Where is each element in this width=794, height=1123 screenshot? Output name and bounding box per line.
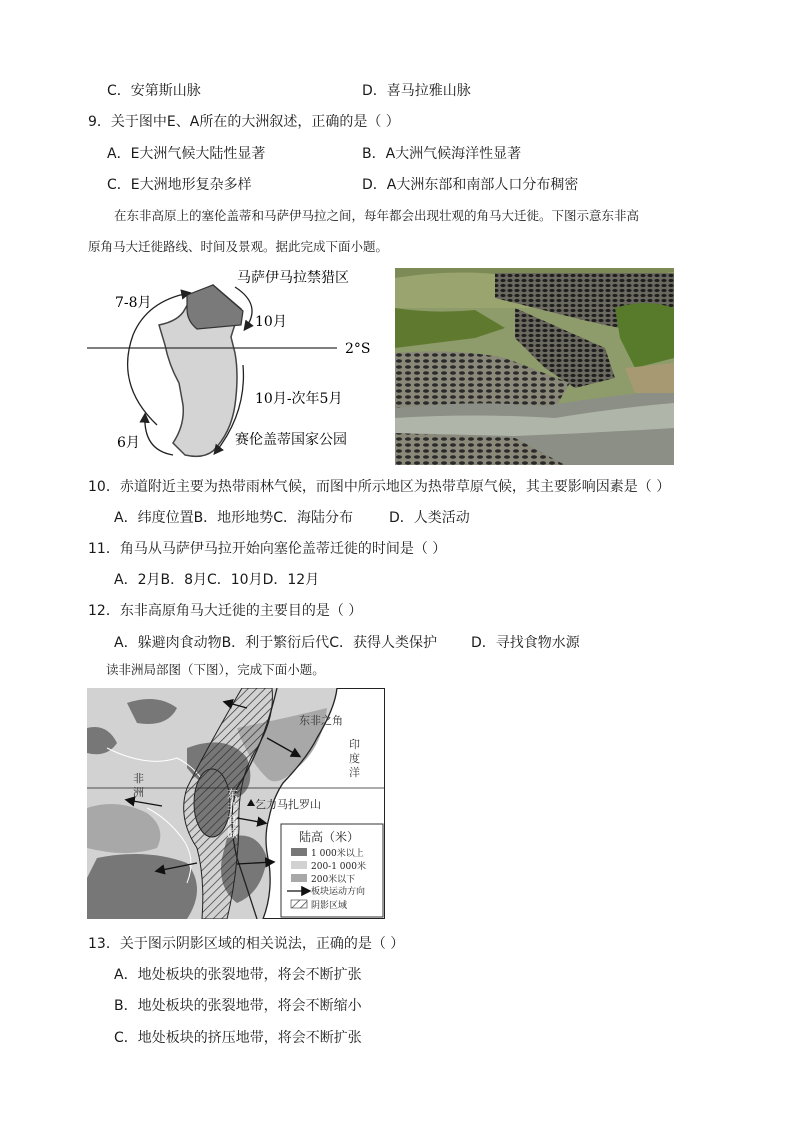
ocean-label-1: 印: [349, 738, 360, 751]
month-10-label: 10月: [255, 314, 287, 330]
q12-option-b: B．利于繁衍后代: [221, 635, 330, 651]
q12-option-d: D．寻找食物水源: [470, 635, 580, 651]
q11-option-d: D．12月: [262, 572, 320, 588]
legend-high: 1 000米以上: [311, 849, 364, 859]
month-78-label: 7-8月: [115, 295, 152, 311]
reserve-label: 马萨伊马拉禁猎区: [237, 270, 349, 286]
q12-stem: 12．东非高原角马大迁徙的主要目的是（ ）: [88, 603, 363, 619]
latitude-label: 2°S: [345, 341, 371, 357]
mountain-label: 乞力马扎罗山: [255, 798, 321, 811]
intro1-line2: 原角马大迁徙路线、时间及景观。据此完成下面小题。: [88, 239, 389, 254]
legend-plate: 板块运动方向: [311, 887, 366, 897]
east-africa-map: [87, 688, 385, 919]
ocean-label-3: 洋: [349, 766, 360, 779]
q10-option-c: C．海陆分布: [273, 510, 353, 526]
park-label: 赛伦盖蒂国家公园: [235, 432, 347, 448]
month-10-5-label: 10月-次年5月: [255, 391, 343, 407]
masai-mara-area: [187, 285, 243, 329]
q11-option-b: B．8月: [160, 572, 207, 588]
q11-stem: 11．角马从马萨伊马拉开始向塞伦盖蒂迁徙的时间是（ ）: [88, 541, 447, 557]
q13-option-c: C．地处板块的挤压地带，将会不断扩张: [114, 1030, 362, 1046]
plateau-label-1: 东: [227, 788, 238, 801]
africa-label-2: 洲: [133, 786, 144, 799]
arrow-june: [145, 415, 173, 455]
q12-option-a: A．躲避肉食动物: [114, 635, 222, 651]
ocean-label-2: 度: [349, 752, 360, 765]
wildebeest-photo: [395, 268, 674, 465]
q11-option-a: A．2月: [114, 572, 161, 588]
legend-shaded: 阴影区域: [311, 901, 348, 911]
q10-options: [114, 509, 470, 527]
q9-option-d: D．A大洲东部和南部人口分布稠密: [362, 177, 579, 193]
horn-label: 东非之角: [299, 714, 343, 727]
q13-stem: 13．关于图示阴影区域的相关说法，正确的是（ ）: [88, 936, 405, 952]
q12-options: [114, 634, 580, 652]
intro1-line1: 在东非高原上的塞伦盖蒂和马萨伊马拉之间，每年都会出现壮观的角马大迁徙。下图示意东非高: [114, 208, 640, 223]
migration-route-map: [85, 265, 385, 465]
q10-option-d: D．人类活动: [388, 510, 470, 526]
intro2: 读非洲局部图（下图），完成下面小题。: [106, 662, 325, 677]
q10-stem: 10．赤道附近主要为热带雨林气候，而图中所示地区为热带草原气候，其主要影响因素是（ ）: [88, 479, 671, 495]
q11-option-c: C．10月: [207, 572, 263, 588]
q8-option-d: D．喜马拉雅山脉: [362, 83, 471, 99]
q9-option-b: B．A大洲气候海洋性显著: [362, 146, 522, 162]
q9-option-a: A．E大洲气候大陆性显著: [107, 146, 266, 162]
q13-option-b: B．地处板块的张裂地带，将会不断缩小: [114, 998, 362, 1014]
legend-swatch-high: [291, 848, 307, 856]
q9-stem: 9．关于图中E、A所在的大洲叙述，正确的是（ ）: [88, 114, 400, 130]
africa-label-1: 非: [133, 772, 144, 785]
legend-swatch-hatch: [291, 900, 307, 908]
q12-option-c: C．获得人类保护: [329, 635, 437, 651]
plateau-label-4: 原: [227, 827, 238, 840]
legend-title: 陆高（米）: [299, 830, 360, 844]
q9-option-c: C．E大洲地形复杂多样: [107, 177, 252, 193]
q10-option-a: A．纬度位置: [114, 510, 194, 526]
month-6-label: 6月: [117, 435, 140, 451]
legend-swatch-mid: [291, 861, 307, 869]
plateau-label-2: 非: [227, 801, 238, 814]
q13-option-a: A．地处板块的张裂地带，将会不断扩张: [114, 967, 362, 983]
legend-swatch-low: [291, 874, 307, 882]
q11-options: [114, 571, 319, 589]
q8-option-c: C．安第斯山脉: [107, 83, 201, 99]
q10-option-b: B．地形地势: [193, 510, 274, 526]
legend-mid: 200-1 000米: [311, 862, 366, 872]
legend-low: 200米以下: [311, 875, 356, 885]
plateau-label-3: 高: [227, 814, 238, 827]
